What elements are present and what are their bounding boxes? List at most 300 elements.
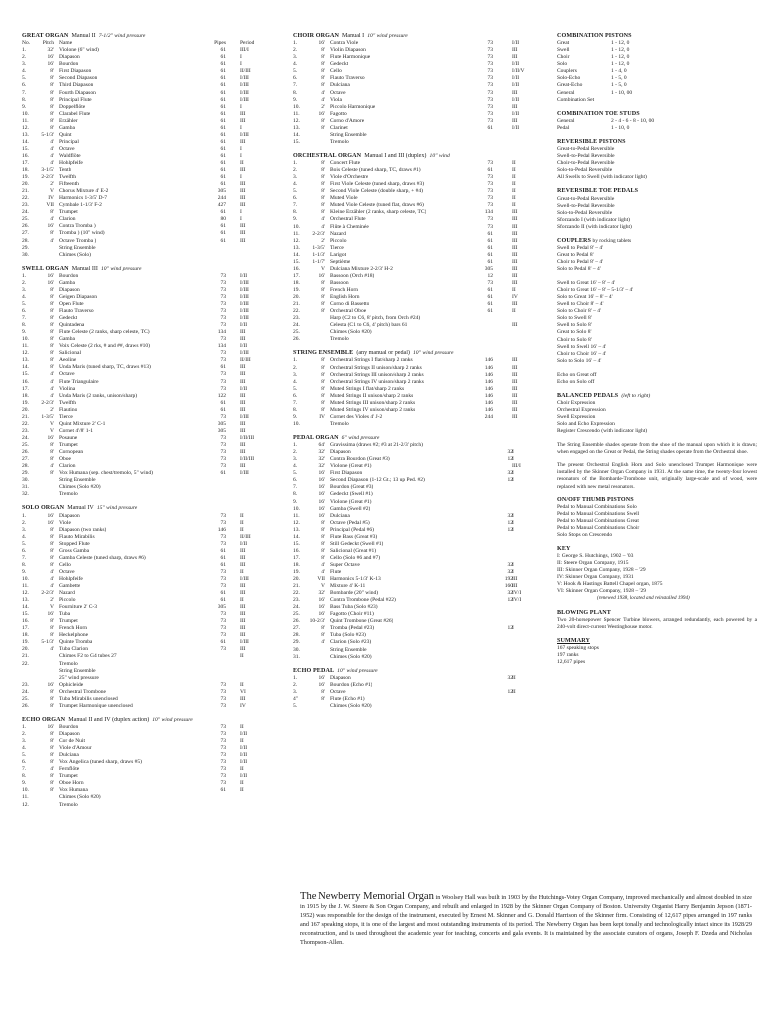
stop-row [293, 449, 521, 456]
stop-row [22, 541, 266, 548]
stop-pipes: 61 [220, 787, 226, 794]
reversible-toe-pedals-heading: REVERSIBLE TOE PEDALS [557, 188, 639, 195]
stop-period: I/II [512, 40, 520, 47]
setting-label: Choir [557, 54, 570, 61]
stop-number: 15. [22, 145, 29, 152]
list-item: Pedal to Manual Combinations Great [557, 517, 639, 524]
stop-pitch: 8' [50, 336, 54, 343]
stop-number: 4. [22, 68, 27, 75]
stop-pipes: 12 [507, 625, 513, 632]
stop-period: III [512, 279, 518, 286]
stop-pitch: 8' [50, 322, 54, 329]
stop-number: 28. [22, 463, 29, 470]
stop-name: Quinte Tromba [59, 639, 93, 646]
stop-pitch: 8' [50, 209, 54, 216]
stop-row [22, 90, 266, 97]
stop-number: 21. [22, 413, 29, 420]
stop-number: 2. [293, 167, 298, 174]
stop-number: 16. [22, 378, 29, 385]
stop-pipes: 61 [487, 230, 493, 237]
list-item: I: George S. Hutchings, 1902 – '03 [557, 553, 634, 560]
stop-pitch: 8' [50, 89, 54, 96]
stop-pipes: 73 [220, 575, 226, 582]
stop-number: 20. [22, 646, 29, 653]
stop-period: I/II/III [240, 434, 255, 441]
stop-pipes: 73 [220, 357, 226, 364]
stop-period: III [240, 463, 246, 470]
stop-pipes: 61 [487, 251, 493, 258]
blowing-plant-heading: BLOWING PLANT [557, 609, 611, 616]
stop-row [22, 731, 266, 738]
stop-number: 20. [293, 576, 300, 583]
stop-number: 7. [293, 202, 298, 209]
stop-row [293, 548, 521, 555]
stop-name: Vox Humana (sep. chest/tremolo, 5" wind) [59, 470, 153, 477]
stop-period: I [512, 512, 514, 519]
stop-name: Trumpet [59, 441, 78, 448]
list-item: Choir to Great 16' – 8' – 5-1/3' – 4' [557, 287, 634, 294]
stop-pitch: 16' [318, 604, 325, 611]
stop-pipes: 61 [220, 138, 226, 145]
stop-period: I/III [240, 575, 249, 582]
stop-pitch: 8' [321, 75, 325, 82]
stop-number: 9. [293, 216, 298, 223]
stop-period: III [240, 632, 246, 639]
stop-number: 4. [22, 293, 27, 300]
stop-name: Bourdon [59, 724, 79, 731]
stop-pitch: 8' [50, 293, 54, 300]
stop-number: 30. [22, 477, 29, 484]
stop-pitch: 16' [318, 512, 325, 519]
stop-pipes: 146 [484, 357, 493, 364]
stop-pipes: 32 [507, 590, 513, 597]
stop-name: Trumpet Harmonique unenclosed [59, 702, 133, 709]
stop-number: 7. [22, 89, 27, 96]
stop-row [22, 456, 266, 463]
stop-pipes: 73 [487, 47, 493, 54]
stop-pitch: 8' [321, 399, 325, 406]
stop-number: 13. [22, 131, 29, 138]
setting-label: Swell [557, 47, 570, 54]
reversible-pistons-section [557, 139, 757, 181]
stop-pipes: 146 [484, 399, 493, 406]
stop-number: 24. [293, 322, 300, 329]
stop-row [22, 569, 266, 576]
stop-period: I/II [512, 96, 520, 103]
stop-pipes: 73 [220, 322, 226, 329]
stop-period: I [512, 561, 514, 568]
stop-pitch: 4' [50, 371, 54, 378]
setting-value: 1 - 12, 0 [611, 54, 630, 61]
stop-name: Gamba (Swell #2) [330, 505, 371, 512]
stop-name: Salicional [59, 350, 81, 357]
stop-pitch: 5-1/3' [41, 131, 54, 138]
stop-name: Kleine Erzähler (2 ranks, sharp celeste, TC) [330, 209, 427, 216]
stop-row [293, 287, 521, 294]
stop-pipes: 73 [487, 279, 493, 286]
stop-pitch: 8' [321, 540, 325, 547]
stop-pitch: 8' [50, 561, 54, 568]
stop-row [293, 611, 521, 618]
stop-pipes: 146 [217, 526, 226, 533]
stop-pitch: 4' [50, 138, 54, 145]
stop-period: I [240, 61, 242, 68]
string-ensemble-section [293, 350, 521, 428]
setting-label: Pedal [557, 124, 570, 131]
stop-row [22, 477, 266, 484]
stop-row [293, 68, 525, 75]
stop-number: 8. [22, 561, 27, 568]
stop-name: Fourniture 2' C-3 [59, 604, 97, 611]
installation-note: The present Orchestral English Horn and Solo unenclosed Trumpet Harmonique were installed by the Skinner Organ Company in 1931. At the same time, the twenty-four lowest resonators of the Bombarde-Trombone unit, originally large-scale and of wood, were replaced with new metal resonators. [557, 462, 757, 490]
stop-row [293, 372, 521, 379]
stop-row [293, 442, 521, 449]
stop-pitch: V [321, 583, 325, 590]
stop-number: 7. [293, 399, 298, 406]
stop-pipes: 32 [507, 449, 513, 456]
stop-row [22, 442, 266, 449]
stop-name: Bassoon (Orch #18) [330, 272, 375, 279]
stop-period: I/III [240, 639, 249, 646]
stop-name: Cornet des Violes 4' J-2 [330, 413, 383, 420]
stop-pitch: 8' [50, 554, 54, 561]
stop-pipes: 73 [220, 568, 226, 575]
stop-row [22, 181, 266, 188]
stop-pitch: 8' [50, 308, 54, 315]
stop-pipes: 73 [487, 223, 493, 230]
stop-pitch: 16' [318, 40, 325, 47]
stop-number: 10. [22, 336, 29, 343]
stop-pipes: 73 [220, 350, 226, 357]
stop-name: English Horn [330, 293, 360, 300]
stop-row [22, 68, 266, 75]
stop-pitch: 32' [318, 449, 325, 456]
stop-row [22, 661, 266, 668]
stop-name: Violin Diapason [330, 47, 366, 54]
stop-pitch: 8' [50, 738, 54, 745]
stop-pitch: 8' [321, 378, 325, 385]
stop-pitch: 32' [318, 590, 325, 597]
stop-number: 15. [293, 138, 300, 145]
stop-name: Aeoline [59, 357, 77, 364]
stop-number: 17. [22, 159, 29, 166]
stop-number: 3. [22, 286, 27, 293]
stop-number: 28. [293, 632, 300, 639]
stop-pipes: 305 [217, 420, 226, 427]
stop-row [293, 604, 521, 611]
stop-name: Orchestral Strings IV unison/sharp 2 ranks [330, 378, 424, 385]
stop-pipes: 61 [487, 293, 493, 300]
stop-pitch: 8' [321, 47, 325, 54]
stop-row [22, 618, 266, 625]
stop-pitch: 32' [318, 463, 325, 470]
stop-row [293, 167, 521, 174]
stop-period: II [240, 780, 244, 787]
stop-row [293, 40, 521, 47]
stop-number: 10. [22, 110, 29, 117]
stop-number: 3. [293, 54, 298, 61]
stop-period: III [240, 399, 246, 406]
stop-row [22, 794, 266, 801]
stop-number: 10. [293, 505, 300, 512]
stop-pipes: 12 [507, 597, 513, 604]
stop-pipes: 73 [220, 385, 226, 392]
stop-name: Viola [330, 96, 342, 103]
stop-pitch: 8' [321, 533, 325, 540]
stop-name: Chimes (Solo #20) [330, 329, 372, 336]
stop-number: 6. [22, 82, 27, 89]
stop-period: III [240, 406, 246, 413]
stop-name: Fifteenth [59, 181, 79, 188]
stop-pitch: 8' [50, 695, 54, 702]
stop-row [22, 209, 266, 216]
stop-period: I/II [240, 540, 248, 547]
list-item: Swell to Swell 16' – 4' [557, 343, 607, 350]
stop-name: Clarion [59, 216, 76, 223]
stop-number: 26. [293, 336, 300, 343]
stop-number: 24. [293, 604, 300, 611]
stop-pipes: 73 [487, 188, 493, 195]
stop-name: Principal (Pedal #6) [330, 526, 374, 533]
stop-pipes: 73 [487, 96, 493, 103]
setting-row [557, 90, 757, 97]
stop-name: Cor de Nuit [59, 738, 85, 745]
stop-number: 23. [22, 202, 29, 209]
stop-pipes: 61 [487, 301, 493, 308]
list-item: 167 speaking stops [557, 644, 599, 651]
stop-pipes: 61 [220, 152, 226, 159]
stop-row [22, 562, 266, 569]
stop-pitch: 8' [321, 632, 325, 639]
list-item: Pedal to Manual Combinations Swell [557, 510, 640, 517]
stop-pitch: 1-1/3' [312, 251, 325, 258]
stop-row [293, 632, 521, 639]
stop-pitch: IV [319, 413, 325, 420]
orchestral-organ-heading: ORCHESTRAL ORGAN Manual I and III (duplex) 10" wind [293, 152, 450, 159]
stop-pitch: 16' [47, 681, 54, 688]
stop-pitch: 5-1/3' [41, 639, 54, 646]
stop-pitch: 16' [47, 519, 54, 526]
stop-row [293, 315, 521, 322]
stop-pitch: 8' [50, 329, 54, 336]
stop-pitch: 8' [321, 406, 325, 413]
stop-number: 9. [293, 498, 298, 505]
stop-pipes: 73 [220, 336, 226, 343]
list-item: Solo to Great 16' – 8' – 4' [557, 294, 613, 301]
stop-row [293, 336, 521, 343]
stop-period: II [512, 286, 516, 293]
setting-value: 1 - 5, 0 [611, 82, 627, 89]
stop-number: 2. [293, 364, 298, 371]
stop-period: II [512, 167, 516, 174]
stop-name: Gamba [59, 279, 75, 286]
stop-number: 23. [22, 681, 29, 688]
stop-pipes: 12 [507, 519, 513, 526]
stop-number: 3. [293, 456, 298, 463]
stop-number: 27. [22, 456, 29, 463]
stop-row [22, 350, 266, 357]
stop-name: Contra Trombone (Pedal #22) [330, 597, 396, 604]
choir-organ-section [293, 33, 525, 146]
stop-name: Second Diapason [59, 75, 98, 82]
stop-pipes: 192 [504, 576, 513, 583]
stop-pitch: 2-2/3' [41, 174, 54, 181]
stop-row [22, 639, 266, 646]
stop-row [22, 111, 266, 118]
reversible-toe-pedals-section [557, 188, 757, 230]
stop-number: 1. [22, 47, 27, 54]
stop-number: 4" [293, 695, 298, 702]
stop-row [22, 414, 266, 421]
stop-number: 1. [293, 357, 298, 364]
blowing-plant-text: Two 20-horsepower Spencer Turbine blowers, arranged redundantly, each powered by a 240-volt direct-current Westinghouse motor. [557, 616, 757, 630]
stop-pitch: 8' [50, 773, 54, 780]
key-section [557, 546, 757, 603]
stop-period: III [512, 223, 518, 230]
stop-pipes: 73 [220, 293, 226, 300]
stop-number: 4. [293, 61, 298, 68]
stop-row [22, 780, 266, 787]
stop-row [22, 675, 266, 682]
stop-number: 12. [22, 350, 29, 357]
stop-period: II [240, 787, 244, 794]
stop-row [293, 209, 521, 216]
setting-label: General [557, 117, 575, 124]
stop-pitch: 8' [50, 441, 54, 448]
stop-row [293, 477, 521, 484]
stop-name: Dulciana Mixture 2-2/3' H-2 [330, 265, 393, 272]
stop-pitch: 8' [50, 350, 54, 357]
stop-pitch: 8' [321, 371, 325, 378]
stop-name: Trumpet [59, 209, 78, 216]
stop-name: Tuba Mirabilis unenclosed [59, 695, 118, 702]
reversible-pistons-heading: REVERSIBLE PISTONS [557, 138, 626, 145]
stop-row [22, 724, 266, 731]
stop-name: Harmonics 5-1/3' K-13 [330, 576, 381, 583]
stop-pipes: 61 [220, 470, 226, 477]
stop-period: II [240, 526, 244, 533]
stop-pipes: 61 [220, 406, 226, 413]
list-item: Choir to Solo 8' [557, 336, 592, 343]
stop-row [293, 294, 521, 301]
stop-row [22, 393, 266, 400]
stop-name: Tromba (Pedal #23) [330, 625, 375, 632]
stop-row [293, 238, 521, 245]
stop-number: 6. [293, 75, 298, 82]
stop-pitch: 16' [318, 681, 325, 688]
stop-number: 23. [22, 427, 29, 434]
stop-pitch: 4' [321, 223, 325, 230]
stop-row [22, 491, 266, 498]
stop-name: Second Viole Celeste (double sharp, + #4) [330, 188, 423, 195]
stop-pipes: 61 [487, 167, 493, 174]
stop-pipes: 73 [487, 160, 493, 167]
stop-period: I [240, 124, 242, 131]
stop-row [293, 506, 521, 513]
stop-period: I/II [512, 110, 520, 117]
stop-pipes: 61 [487, 237, 493, 244]
stop-pipes: 12 [507, 688, 513, 695]
stop-pitch: 8' [50, 731, 54, 738]
combination-pistons-heading: COMBINATION PISTONS [557, 33, 632, 39]
stop-number: 6. [293, 195, 298, 202]
list-item: V: Hook & Hastings Battell Chapel organ, 1875 [557, 581, 663, 588]
stop-pipes: 61 [220, 209, 226, 216]
stop-name: Diapason [330, 449, 351, 456]
stop-name: Bourdon (Echo #1) [330, 681, 373, 688]
stop-name: Gambette [59, 582, 81, 589]
stop-pitch: 4' [321, 639, 325, 646]
stop-number: 23. [293, 315, 300, 322]
stop-number: 8. [22, 773, 27, 780]
stop-name: Muted Strings II unison/sharp 2 ranks [330, 392, 414, 399]
stop-number: 14. [22, 364, 29, 371]
stop-period: I/II [512, 82, 520, 89]
stop-number: 1. [293, 160, 298, 167]
stop-pipes: 80 [220, 216, 226, 223]
stop-pitch: 8' [321, 117, 325, 124]
stop-period: III [240, 582, 246, 589]
stop-period: IV/I [512, 597, 522, 604]
setting-value: 2 - 4 - 6 - 8 - 10, 00 [611, 117, 655, 124]
stop-pipes: 73 [220, 681, 226, 688]
stop-period: I [240, 145, 242, 152]
stop-pipes: 73 [220, 308, 226, 315]
stop-number: 5. [22, 75, 27, 82]
list-item: Echo on Solo off [557, 378, 595, 385]
stop-period: III [240, 117, 246, 124]
stop-row [22, 527, 266, 534]
stop-period: III [240, 195, 246, 202]
stop-row [22, 407, 266, 414]
stop-pitch: 8' [50, 688, 54, 695]
stop-number: 24. [22, 688, 29, 695]
stop-pipes: 73 [220, 724, 226, 731]
stop-name: Orchestral Oboe [330, 308, 367, 315]
stop-pitch: 8' [50, 301, 54, 308]
stop-row [22, 449, 266, 456]
stop-row [293, 47, 521, 54]
stop-row [293, 104, 521, 111]
stop-pipes: 305 [217, 427, 226, 434]
balanced-pedals-section [557, 393, 757, 435]
stop-number: 29. [22, 244, 29, 251]
stop-name: Bassoon [330, 279, 349, 286]
stop-pipes: 73 [220, 611, 226, 618]
stop-pitch: 8' [50, 745, 54, 752]
stop-pipes: 73 [487, 54, 493, 61]
stop-period: III/I [512, 463, 521, 470]
stop-number: 7. [293, 82, 298, 89]
stop-pitch: 32' [47, 47, 54, 54]
stop-pipes: 73 [220, 766, 226, 773]
stop-name: Flute Celeste (2 ranks, sharp celeste, TC) [59, 329, 150, 336]
stop-row [22, 632, 266, 639]
stop-number: 5. [293, 385, 298, 392]
stop-period: I/II [240, 272, 248, 279]
stop-period: III [240, 420, 246, 427]
stop-name: Piccolo [59, 597, 76, 604]
stop-row [293, 696, 521, 703]
stop-number: 15. [293, 540, 300, 547]
stop-pitch: 8' [50, 702, 54, 709]
stop-row [293, 534, 521, 541]
stop-pitch: 8' [50, 752, 54, 759]
stop-row [293, 689, 521, 696]
stop-period: III [240, 561, 246, 568]
stop-period: I/II [240, 343, 248, 350]
stop-pitch: 8' [321, 160, 325, 167]
